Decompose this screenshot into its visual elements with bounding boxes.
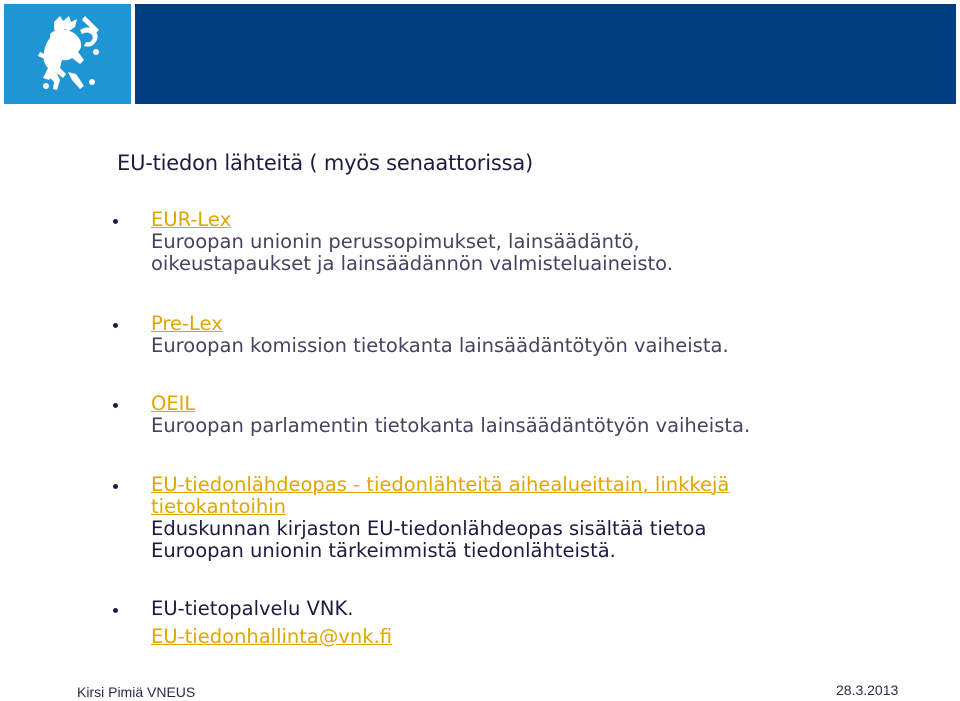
service-heading: EU-tietopalvelu VNK. <box>151 597 354 620</box>
bullet-icon <box>113 219 118 224</box>
list-item-text <box>151 209 851 275</box>
list-item-text <box>151 598 851 648</box>
oeil-link[interactable]: OEIL <box>151 392 196 415</box>
logo-panel <box>4 4 131 104</box>
description-line: Euroopan komission tietokanta lainsäädäntötyön vaiheista. <box>151 334 729 357</box>
header-band <box>135 4 956 104</box>
bullet-icon <box>113 484 118 489</box>
description-line: Eduskunnan kirjaston EU-tiedonlähdeopas sisältää tietoa <box>151 517 707 540</box>
description-line: oikeustapaukset ja lainsäädännön valmisteluaineisto. <box>151 252 673 275</box>
eu-tiedonlahdeopas-link[interactable]: EU-tiedonlähdeopas - tiedonlähteitä aihealueittain, linkkejä <box>151 473 730 496</box>
bullet-icon <box>113 608 118 613</box>
eur-lex-link[interactable]: EUR-Lex <box>151 208 232 231</box>
footer-author: Kirsi Pimiä VNEUS <box>77 684 196 700</box>
eu-tiedonlahdeopas-link-continued[interactable]: tietokantoihin <box>151 495 287 518</box>
description-line: Euroopan unionin perussopimukset, lainsäädäntö, <box>151 230 640 253</box>
description-line: Euroopan parlamentin tietokanta lainsäädäntötyön vaiheista. <box>151 414 751 437</box>
list-item-text <box>151 474 871 562</box>
footer-date: 28.3.2013 <box>836 682 899 698</box>
list-item-text <box>151 313 851 357</box>
email-link[interactable]: EU-tiedonhallinta@vnk.fi <box>151 625 393 648</box>
header <box>0 0 960 104</box>
bullet-icon <box>113 323 118 328</box>
description-line: Euroopan unionin tärkeimmistä tiedonlähteistä. <box>151 539 616 562</box>
list-item-text <box>151 393 851 437</box>
finnish-lion-coat-of-arms-icon <box>32 12 106 98</box>
page-title: EU-tiedon lähteitä ( myös senaattorissa) <box>117 151 533 175</box>
bullet-icon <box>113 403 118 408</box>
pre-lex-link[interactable]: Pre-Lex <box>151 312 223 335</box>
